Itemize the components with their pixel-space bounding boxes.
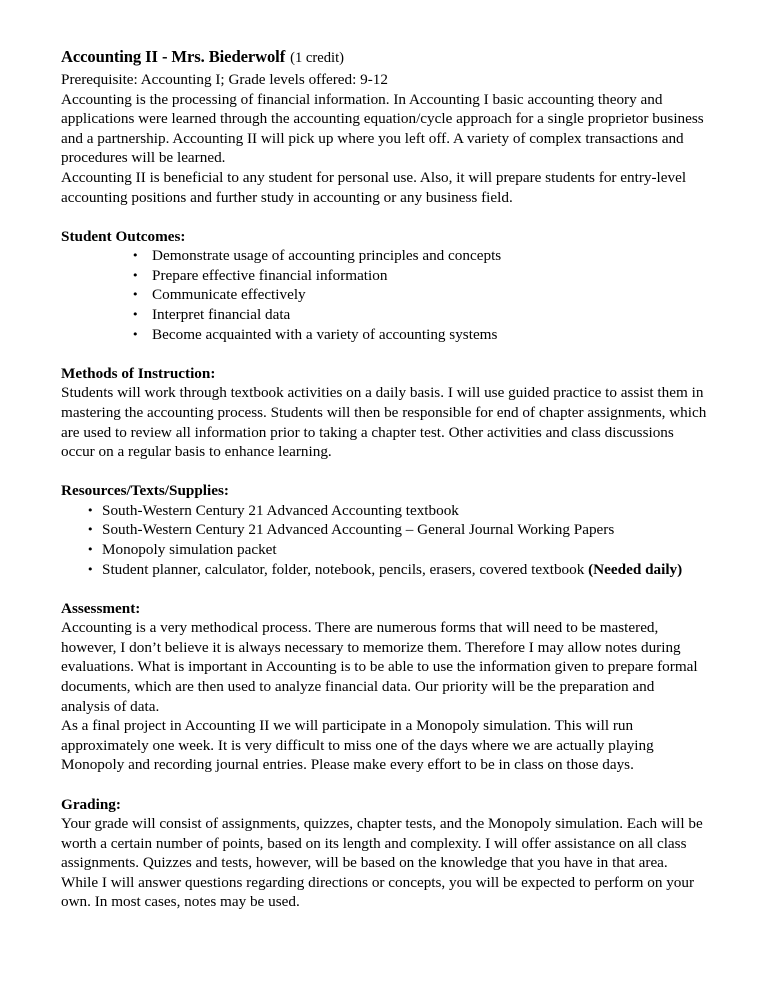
list-item-label: South-Western Century 21 Advanced Accounting – General Journal Working Papers [102, 521, 615, 539]
intro-paragraph-2: Accounting II is beneficial to any student for personal use. Also, it will prepare students for entry-level accounting positions and further study in accounting or any business field. [61, 168, 687, 206]
list-item [61, 305, 707, 325]
list-item-label: Monopoly simulation packet [102, 540, 277, 558]
section-grading [61, 795, 707, 913]
list-item [61, 501, 707, 521]
list-item [61, 266, 707, 286]
document-body [61, 46, 707, 912]
student-outcomes-list [61, 246, 707, 344]
bullet-icon: • [132, 288, 139, 302]
list-item-label: Interpret financial data [152, 306, 291, 324]
grading-heading: Grading: [61, 795, 121, 813]
list-item [61, 520, 707, 540]
course-credit: (1 credit) [290, 50, 345, 66]
prerequisite-line: Prerequisite: Accounting I; Grade levels offered: 9-12 [61, 71, 388, 88]
bullet-icon: • [87, 523, 94, 537]
list-item [61, 560, 707, 580]
list-item-label: Student planner, calculator, folder, notebook, pencils, erasers, covered textbook [102, 560, 589, 578]
list-item [61, 540, 707, 560]
list-item [61, 325, 707, 345]
bullet-icon: • [132, 308, 139, 322]
grading-body: Your grade will consist of assignments, quizzes, chapter tests, and the Monopoly simulation. Each will be worth a certain number of points, based on its length and complexity. I will offer assistance on all class assignments. Quizzes and tests, however, will be based on the knowledge that you have in that area. While I will answer questions regarding directions or concepts, you will be expected to perform on your own. In most cases, notes may be used. [61, 815, 703, 911]
bullet-icon: • [87, 562, 94, 576]
list-item-label: Communicate effectively [152, 286, 306, 304]
section-student-outcomes [61, 227, 707, 345]
bullet-icon: • [132, 327, 139, 341]
methods-of-instruction-body: Students will work through textbook activities on a daily basis. I will use guided practice to assist them in mastering the accounting process. Students will then be responsible for end of chapter assignments, which are used to review all information prior to taking a chapter test. Other activities and class discussions occur on a regular basis to enhance learning. [61, 384, 707, 461]
list-item-label: Demonstrate usage of accounting principles and concepts [152, 247, 502, 265]
resources-list [61, 501, 707, 579]
list-item-label: Prepare effective financial information [152, 266, 388, 284]
intro-paragraph-1: Accounting is the processing of financial information. In Accounting I basic accounting theory and applications were learned through the accounting equation/cycle approach for a single proprietor business and a partnership. Accounting II will pick up where you left off. A variety of complex transactions and procedures will be learned. [61, 90, 704, 167]
section-resources [61, 481, 707, 579]
bullet-icon: • [132, 268, 139, 282]
bullet-icon: • [87, 542, 94, 556]
course-title: Accounting II - Mrs. Biederwolf [61, 47, 286, 66]
page-title [61, 46, 707, 69]
list-item-emphasis: (Needed daily) [588, 560, 683, 578]
list-item-label: South-Western Century 21 Advanced Accounting textbook [102, 501, 459, 519]
student-outcomes-heading: Student Outcomes: [61, 227, 186, 245]
bullet-icon: • [87, 503, 94, 517]
assessment-heading: Assessment: [61, 599, 141, 617]
list-item [61, 246, 707, 266]
section-assessment [61, 599, 707, 775]
methods-of-instruction-heading: Methods of Instruction: [61, 364, 216, 382]
assessment-body: Accounting is a very methodical process. There are numerous forms that will need to be mastered, however, I don’t believe it is always necessary to memorize them. Therefore I may allow notes during evaluations. What is important in Accounting is to be able to use the information given to prepare formal documents, which are then used to analyze financial data. Our priority will be the preparation and analysis of data. [61, 619, 698, 715]
list-item-label: Become acquainted with a variety of accounting systems [152, 325, 498, 343]
resources-heading: Resources/Texts/Supplies: [61, 482, 229, 500]
bullet-icon: • [132, 249, 139, 263]
section-methods-of-instruction [61, 364, 707, 462]
list-item [61, 285, 707, 305]
assessment-project-paragraph: As a final project in Accounting II we will participate in a Monopoly simulation. This will run approximately one week. It is very difficult to miss one of the days where we are actually playing Monopoly and recording journal entries. Please make every effort to be in class on those days. [61, 717, 654, 774]
